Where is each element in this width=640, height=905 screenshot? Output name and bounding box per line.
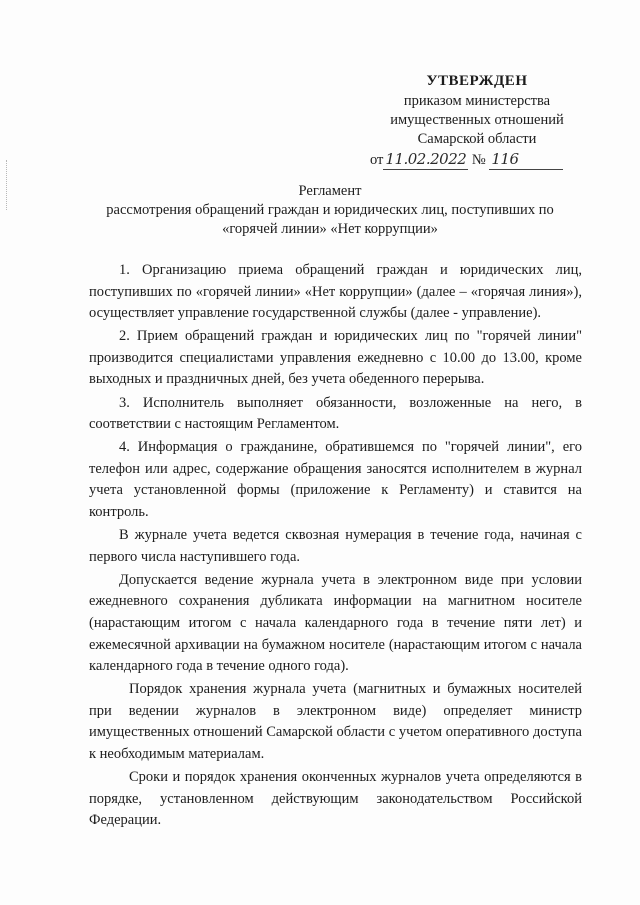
paragraph-6: Допускается ведение журнала учета в электронном виде при условии ежедневного сохранения дубликата информации на магнитном носителе (нарастающим итогом с начала календарного года в течение пяти лет) и ежемесячной архивации на бумажном носителе (нарастающим итогом с начала календарного года в течение одного года). [89, 571, 582, 675]
date-prefix: от [370, 152, 384, 168]
order-reference [362, 150, 592, 170]
number-prefix: № [471, 152, 486, 168]
paragraph-2: 2. Прием обращений граждан и юридических лиц по "горячей линии" производится специалистами управления ежедневно с 10.00 до 13.00, кроме выходных и праздничных дней, без учета обеденного перерыва. [89, 328, 582, 388]
handwritten-number: 116 [489, 150, 563, 170]
approval-stamp [362, 72, 592, 170]
approval-line-region: Самарской области [417, 131, 537, 147]
document-title: Регламент [298, 183, 362, 199]
scan-artifact [6, 160, 10, 210]
document-subtitle-line-1: рассмотрения обращений граждан и юридических лиц, поступивших по [106, 202, 554, 218]
paragraph-4: 4. Информация о гражданине, обратившемся по "горячей линии", его телефон или адрес, содержание обращения заносятся исполнителем в журнал учета установленной формы (приложение к Регламенту) и ставится на контроль. [89, 439, 582, 521]
paragraph-3: 3. Исполнитель выполняет обязанности, возложенные на него, в соответствии с настоящим Регламентом. [89, 394, 582, 433]
paragraph-1: 1. Организацию приема обращений граждан и юридических лиц, поступивших по «горячей линии» «Нет коррупции» (далее – «горячая линия»), осуществляет управление государственной службы (далее - управление). [89, 262, 582, 322]
approval-line-ministry: приказом министерства [403, 93, 551, 109]
paragraph-8: Сроки и порядок хранения оконченных журналов учета определяются в порядке, установленном действующим законодательством Российской Федерации. [89, 769, 582, 829]
paragraph-7: Порядок хранения журнала учета (магнитных и бумажных носителей при ведении журналов в электронном виде) определяет министр имущественных отношений Самарской области с учетом оперативного доступа к необходимым материалам. [89, 681, 582, 763]
document-body [89, 260, 582, 833]
paragraph-5: В журнале учета ведется сквозная нумерация в течение года, начиная с первого числа наступившего года. [89, 527, 582, 565]
approval-line-relations: имущественных отношений [390, 112, 564, 128]
approval-title: УТВЕРЖДЕН [426, 73, 528, 89]
handwritten-date: 11.02.2022 [385, 150, 467, 168]
document-subtitle-line-2: «горячей линии» «Нет коррупции» [222, 221, 438, 237]
document-heading [60, 182, 600, 239]
